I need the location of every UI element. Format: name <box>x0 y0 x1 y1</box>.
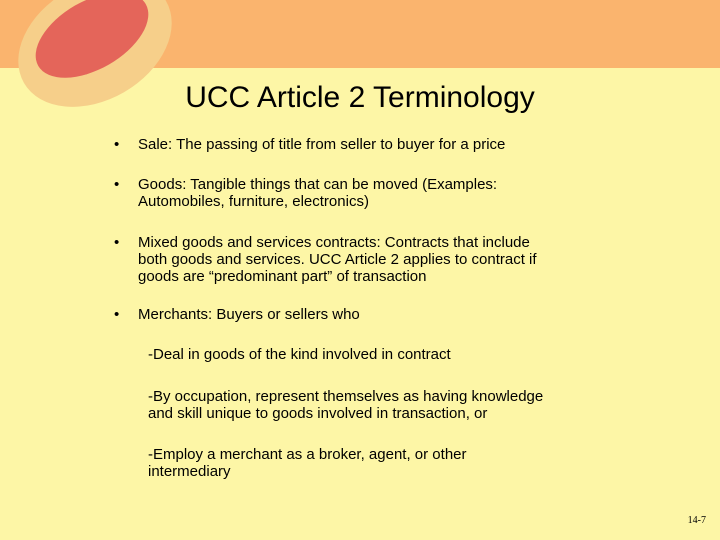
bullet-marker: • <box>114 234 120 251</box>
page-number: 14-7 <box>687 515 706 526</box>
bullet-goods: Goods: Tangible things that can be moved (Examples: Automobiles, furniture, electronics) <box>138 176 498 210</box>
bullet-merchants: Merchants: Buyers or sellers who <box>138 306 360 323</box>
slide-title: UCC Article 2 Terminology <box>185 81 535 114</box>
bullet-marker: • <box>114 136 120 153</box>
sub-item-by-occupation: -By occupation, represent themselves as having knowledge and skill unique to goods involved in transaction, or <box>148 388 544 422</box>
bullet-mixed-contracts: Mixed goods and services contracts: Contracts that include both goods and services. UCC Article 2 applies to contract if goods are “predominant part” of transaction <box>138 234 537 285</box>
sub-item-employ-merchant: -Employ a merchant as a broker, agent, or other intermediary <box>148 446 467 480</box>
bullet-marker: • <box>114 306 120 323</box>
bullet-sale: Sale: The passing of title from seller to buyer for a price <box>138 136 506 153</box>
sub-item-deal-in-goods: -Deal in goods of the kind involved in contract <box>148 346 451 363</box>
bullet-marker: • <box>114 176 120 193</box>
